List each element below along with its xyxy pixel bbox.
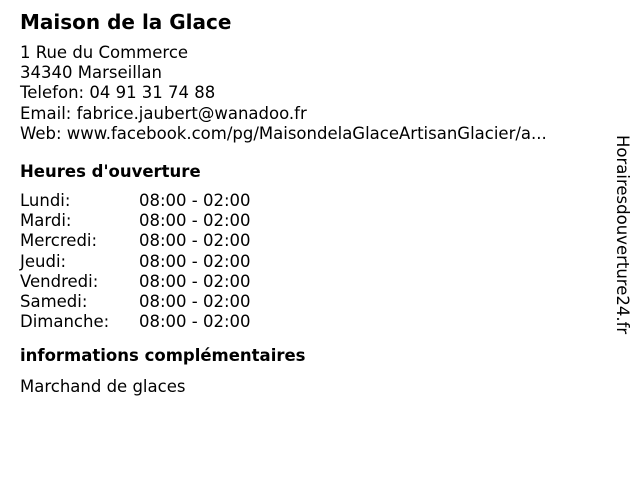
hours-row-tuesday (20, 211, 610, 231)
time-range: 08:00 - 02:00 (139, 251, 251, 271)
time-range: 08:00 - 02:00 (139, 312, 251, 332)
address-line-2: 34340 Marseillan (20, 63, 162, 83)
email-line: Email: fabrice.jaubert@wanadoo.fr (20, 103, 307, 123)
hours-row-monday (20, 191, 610, 211)
phone-line: Telefon: 04 91 31 74 88 (20, 83, 216, 103)
day-label: Mardi: (20, 211, 72, 231)
hours-row-saturday (20, 292, 610, 312)
day-label: Jeudi: (20, 251, 67, 271)
business-card (20, 10, 610, 398)
hours-row-thursday (20, 252, 610, 272)
day-label: Lundi: (20, 191, 71, 211)
day-label: Mercredi: (20, 231, 98, 251)
time-range: 08:00 - 02:00 (139, 211, 251, 231)
web-line: Web: www.facebook.com/pg/MaisondelaGlaceArtisanGlacier/a... (20, 123, 547, 143)
additional-info-heading: informations complémentaires (20, 346, 306, 366)
time-range: 08:00 - 02:00 (139, 292, 251, 312)
site-watermark: Horairesdouverture24.fr (613, 135, 632, 335)
day-label: Samedi: (20, 292, 88, 312)
additional-info-text: Marchand de glaces (20, 377, 186, 397)
hours-row-friday (20, 272, 610, 292)
contact-block (20, 43, 610, 144)
day-label: Dimanche: (20, 312, 110, 332)
time-range: 08:00 - 02:00 (139, 191, 251, 211)
opening-hours-table (20, 191, 610, 332)
hours-row-wednesday (20, 231, 610, 251)
time-range: 08:00 - 02:00 (139, 231, 251, 251)
address-line-1: 1 Rue du Commerce (20, 43, 189, 62)
time-range: 08:00 - 02:00 (139, 271, 251, 291)
opening-hours-heading: Heures d'ouverture (20, 162, 201, 182)
hours-row-sunday (20, 312, 610, 332)
day-label: Vendredi: (20, 271, 99, 291)
business-name: Maison de la Glace (20, 10, 232, 34)
